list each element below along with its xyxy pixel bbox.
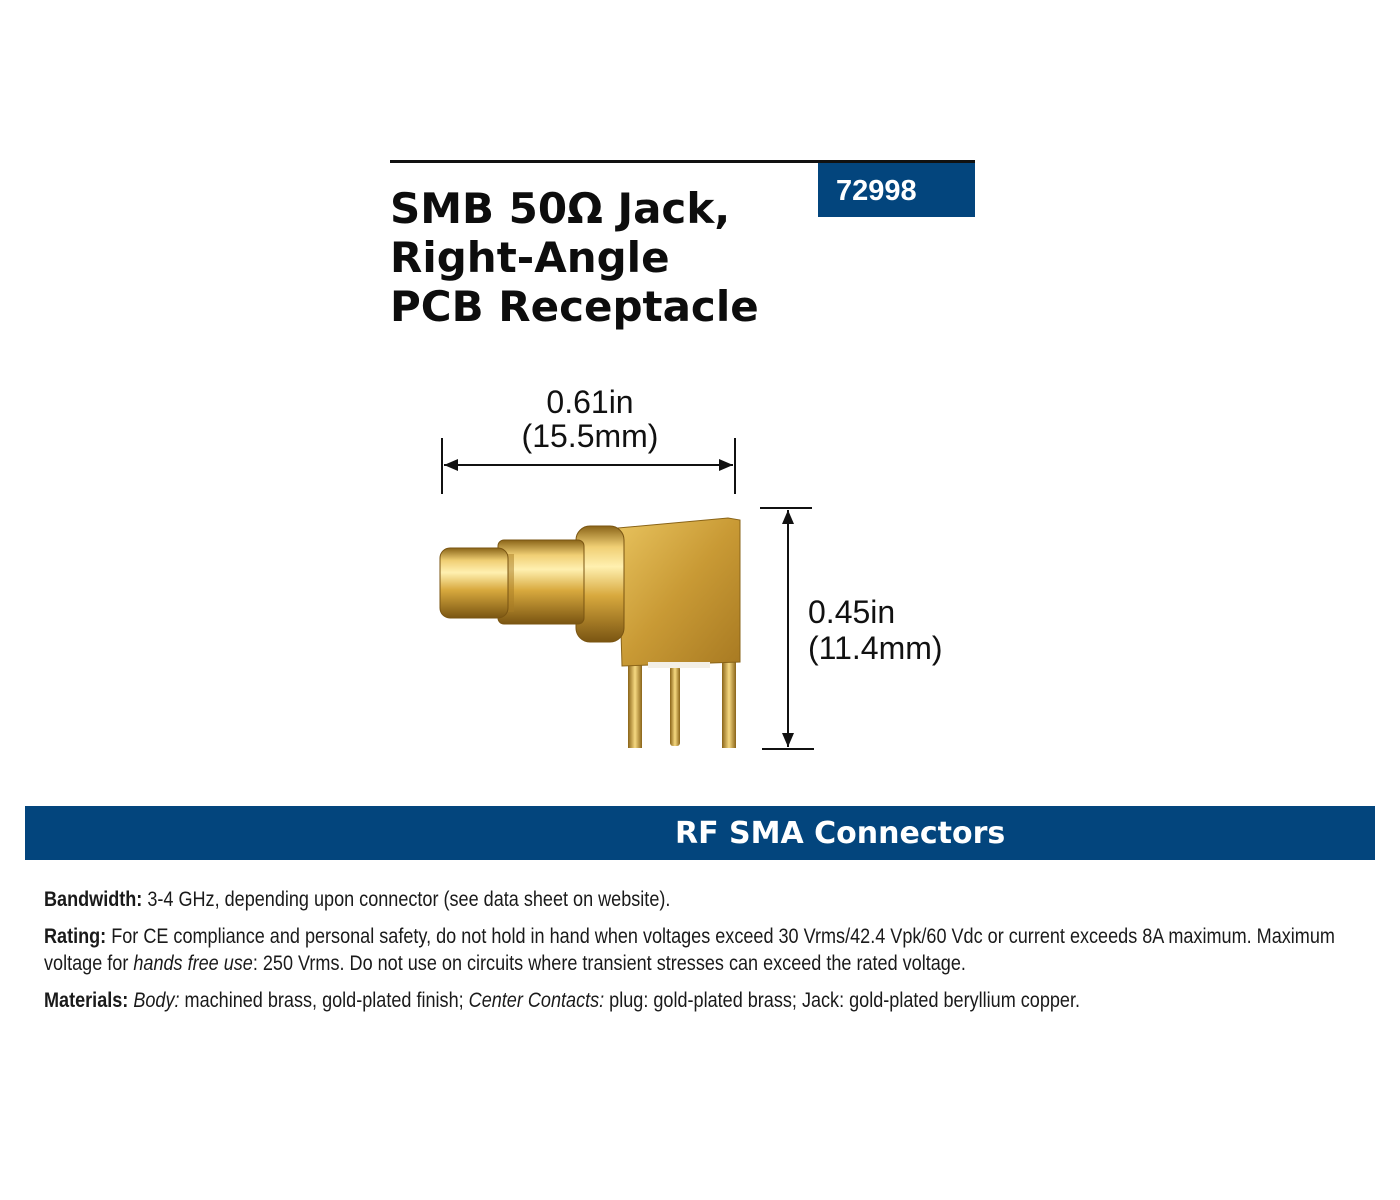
spec-materials-contacts-label: Center Contacts: — [468, 989, 605, 1012]
spec-rating-italic: hands free use — [133, 952, 253, 975]
height-dimension-in: 0.45in — [808, 594, 896, 630]
section-banner — [25, 806, 1375, 860]
spec-rating-text-2: : 250 Vrms. Do not use on circuits where transient stresses can exceed the rated voltage. — [252, 952, 966, 975]
part-number-badge: 72998 — [818, 163, 975, 217]
spec-rating-text-1: For CE compliance and personal safety, do not hold in hand when voltages exceed 30 Vrms/42.4 Vpk/60 Vdc or current exceeds 8A maximum. Maximum voltage for — [44, 925, 1335, 975]
title-line-3: PCB Receptacle — [390, 282, 759, 331]
spec-rating — [44, 923, 1373, 977]
spec-bandwidth — [44, 886, 1373, 913]
spec-bandwidth-text: 3-4 GHz, depending upon connector (see data sheet on website). — [142, 888, 671, 911]
spec-bandwidth-label: Bandwidth: — [44, 888, 143, 911]
connector-figure — [400, 380, 1020, 780]
spec-rating-label: Rating: — [44, 925, 107, 948]
height-dimension-arrow — [760, 508, 814, 749]
section-banner-title: RF SMA Connectors — [675, 816, 1006, 851]
height-dimension-mm: (11.4mm) — [808, 630, 943, 666]
width-dimension-arrow — [442, 438, 735, 494]
connector-drawing — [400, 380, 1020, 780]
connector-photo-icon — [440, 518, 740, 748]
width-dimension-mm: (15.5mm) — [521, 418, 659, 454]
spec-materials-body-text: machined brass, gold-plated finish; — [179, 989, 469, 1012]
spec-list — [44, 886, 1374, 1024]
spec-materials-body-label: Body: — [133, 989, 180, 1012]
product-title — [390, 184, 759, 331]
title-line-2: Right-Angle — [390, 233, 670, 282]
spec-materials-contacts-text: plug: gold-plated brass; Jack: gold-plated beryllium copper. — [604, 989, 1081, 1012]
title-line-1: SMB 50Ω Jack, — [390, 184, 731, 233]
spec-materials-label: Materials: — [44, 989, 129, 1012]
spec-materials — [44, 987, 1373, 1014]
width-dimension-in: 0.61in — [546, 384, 634, 420]
